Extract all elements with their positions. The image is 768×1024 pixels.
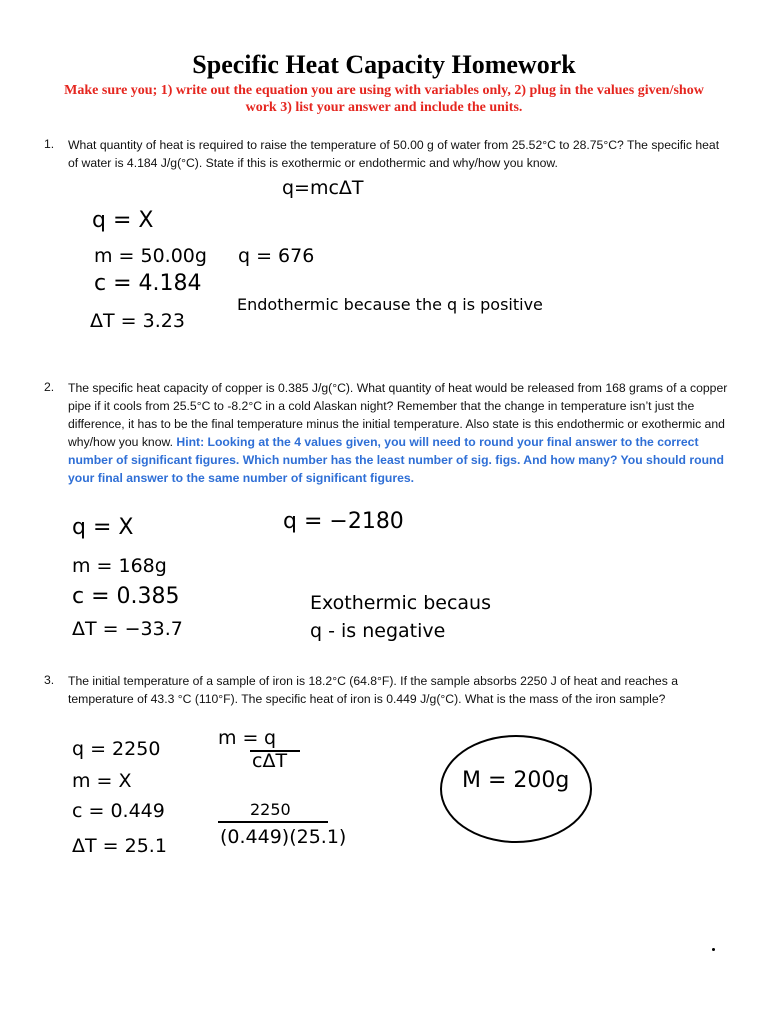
stray-mark <box>712 948 715 951</box>
q1-reason: Endothermic because the q is positive <box>237 295 543 314</box>
q3-calc-numerator: 2250 <box>250 800 291 819</box>
q1-dt-value: ΔT = 3.23 <box>90 310 185 332</box>
question-2-body: The specific heat capacity of copper is 0.385 J/g(°C). What quantity of heat would be released from 168 grams of a copper pipe if it cools from 25.5°C to -8.2°C in a cold Alaskan night? Remember that the change in temperature isn’t just the difference, it has to be the final temperature minus the initial temperature. Also state is this endothermic or exothermic and why/how you know. <box>68 381 728 449</box>
q1-q-variable: q = X <box>92 208 154 233</box>
page-title: Specific Heat Capacity Homework <box>192 50 576 79</box>
q3-formula-numerator: q <box>264 727 277 749</box>
question-3-number: 3. <box>44 673 55 687</box>
q1-m-value: m = 50.00g <box>94 245 207 267</box>
q1-answer: q = 676 <box>238 245 315 267</box>
question-1-number: 1. <box>44 137 55 151</box>
q2-reason-line-2: q - is negative <box>310 620 446 642</box>
question-2-hint: Hint: Looking at the 4 values given, you will need to round your final answer to the correct number of significant figures. Which number has the least number of sig. figs. And how many? You should round your final answer to the same number of significant figures. <box>68 435 724 485</box>
q2-m-value: m = 168g <box>72 555 167 577</box>
q3-m-variable: m = X <box>72 770 132 792</box>
q3-q-value: q = 2250 <box>72 738 161 760</box>
question-2-number: 2. <box>44 380 55 394</box>
q3-c-value: c = 0.449 <box>72 800 165 822</box>
q2-c-value: c = 0.385 <box>72 584 180 609</box>
q1-c-value: c = 4.184 <box>94 271 202 296</box>
question-3-text: The initial temperature of a sample of iron is 18.2°C (64.8°F). If the sample absorbs 2250 J of heat and reaches a temperature of 43.3 °C (110°F). The specific heat of iron is 0.449 J/g(°C). What is the mass of the iron sample? <box>68 674 678 706</box>
instructions: Make sure you; 1) write out the equation you are using with variables only, 2) plug in the values given/show work 3) list your answer and include the units. <box>64 83 704 115</box>
q2-q-variable: q = X <box>72 515 134 540</box>
q3-answer: M = 200g <box>462 768 570 793</box>
question-2-text <box>68 379 728 487</box>
q2-reason-line-1: Exothermic becaus <box>310 592 492 614</box>
q3-calc-fraction-bar <box>218 821 328 823</box>
q3-calc-denominator: (0.449)(25.1) <box>220 826 347 848</box>
q3-formula-left: m = <box>218 727 259 749</box>
q1-equation: q=mcΔT <box>282 177 364 199</box>
q3-formula-denominator: cΔT <box>252 750 288 772</box>
question-1-text: What quantity of heat is required to raise the temperature of 50.00 g of water from 25.52°C to 28.75°C? The specific heat of water is 4.184 J/g(°C). State if this is exothermic or endothermic and why/how you know. <box>68 138 720 170</box>
q3-dt-value: ΔT = 25.1 <box>72 835 167 857</box>
q2-answer: q = −2180 <box>283 509 404 534</box>
q2-dt-value: ΔT = −33.7 <box>72 618 183 640</box>
